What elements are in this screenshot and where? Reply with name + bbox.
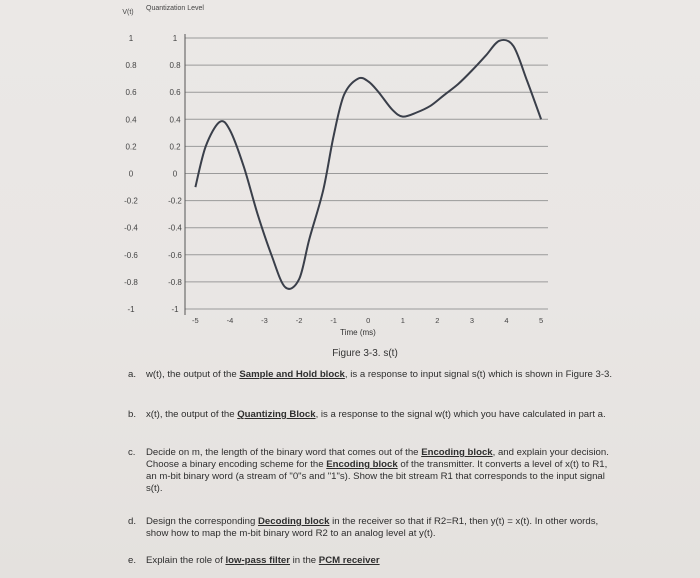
decoding-block-term: Decoding block: [258, 516, 330, 527]
y-tick-label-outer: 0.6: [125, 88, 137, 98]
y-tick-label-inner: -0.8: [168, 277, 182, 287]
y-tick-label-outer: -0.4: [124, 223, 138, 233]
y-tick-label-inner: 1: [172, 34, 178, 43]
x-tick-label: -2: [295, 316, 303, 325]
y-tick-label-outer: -1: [127, 305, 135, 314]
x-axis-label: Time (ms): [340, 328, 376, 337]
x-tick-label: 2: [435, 316, 440, 325]
question-d-label: d.: [128, 516, 137, 527]
encoding-block-term: Encoding block: [421, 447, 493, 458]
y-tick-label-inner: -0.4: [168, 223, 182, 233]
question-c-text-end: of the transmitter. It converts a level of x(t) to R1, an m-bit binary word (a stream of "0"s and "1"s). Show the bit stream R1 that corresponds to the input signal s(t).: [146, 459, 608, 494]
question-d: [128, 516, 616, 540]
y-tick-label-outer: 0.4: [125, 115, 137, 125]
x-tick-label: -4: [226, 316, 234, 325]
outer-y-tick-labels: [124, 34, 138, 314]
question-e-label: e.: [128, 555, 137, 566]
x-tick-label: 0: [366, 316, 371, 325]
question-e: [128, 555, 616, 567]
y-axis-label-quantization-level: Quantization Level: [146, 5, 204, 12]
sample-and-hold-block-term: Sample and Hold block: [239, 369, 345, 380]
question-c-text-mid: , and explain your decision. Choose a binary encoding scheme for the: [146, 447, 609, 470]
low-pass-filter-term: low-pass filter: [225, 555, 290, 566]
question-e-text-mid: in the: [289, 555, 319, 566]
x-tick-label: 5: [538, 316, 544, 325]
y-tick-label-outer: 0.2: [125, 142, 137, 152]
x-tick-label: 4: [504, 316, 509, 325]
question-a-label: a.: [128, 369, 137, 380]
question-d-text-end: in the receiver so that if R2=R1, then y(t) = x(t). In other words, show how to map the m-bit binary word R2 to an analog level at y(t).: [146, 516, 599, 539]
y-tick-label-inner: 0.6: [169, 88, 181, 98]
y-tick-label-inner: 0: [172, 169, 178, 179]
y-tick-label-outer: 0: [128, 169, 134, 179]
y-tick-label-inner: 0.4: [169, 115, 181, 125]
question-c-label: c.: [128, 447, 136, 458]
x-tick-label: 1: [400, 316, 405, 325]
y-tick-label-outer: 1: [128, 34, 134, 43]
y-tick-label-inner: -0.6: [168, 250, 182, 260]
x-tick-label: 3: [469, 316, 475, 325]
grid-lines: [185, 38, 548, 309]
question-d-text: Design the corresponding: [146, 516, 258, 527]
question-a-text: w(t), the output of the: [146, 369, 240, 380]
question-c: [128, 447, 616, 495]
y-tick-label-inner: 0.2: [169, 142, 181, 152]
y-tick-label-outer: -0.8: [124, 277, 138, 287]
quantizing-block-term: Quantizing Block: [237, 409, 316, 420]
question-b: [128, 409, 616, 421]
x-tick-label: -5: [192, 316, 199, 325]
question-e-text: Explain the role of: [146, 555, 226, 566]
x-tick-label: -1: [330, 316, 337, 325]
question-b-text-end: , is a response to the signal w(t) which you have calculated in part a.: [315, 409, 606, 420]
question-a-text-end: , is a response to input signal s(t) which is shown in Figure 3-3.: [344, 369, 613, 380]
x-tick-labels: [192, 316, 543, 325]
encoding-block-term-2: Encoding block: [326, 459, 398, 470]
x-tick-label: -3: [261, 316, 268, 325]
pcm-receiver-term: PCM receiver: [318, 555, 380, 566]
y-tick-label-outer: 0.8: [125, 61, 137, 71]
y-axis-label-vt: V(t): [122, 9, 134, 16]
y-tick-label-inner: -0.2: [168, 196, 182, 206]
y-tick-label-inner: -1: [171, 305, 179, 314]
figure-caption: Figure 3-3. s(t): [332, 348, 398, 359]
question-b-text: x(t), the output of the: [146, 409, 238, 420]
y-tick-label-inner: 0.8: [169, 61, 181, 71]
y-tick-label-outer: -0.6: [124, 250, 138, 260]
question-a: [128, 369, 616, 381]
signal-s-t-curve: [195, 40, 541, 289]
inner-y-tick-labels: [168, 34, 182, 314]
y-tick-label-outer: -0.2: [124, 196, 138, 206]
question-b-label: b.: [128, 409, 137, 420]
question-c-text: Decide on m, the length of the binary word that comes out of the: [146, 447, 422, 458]
